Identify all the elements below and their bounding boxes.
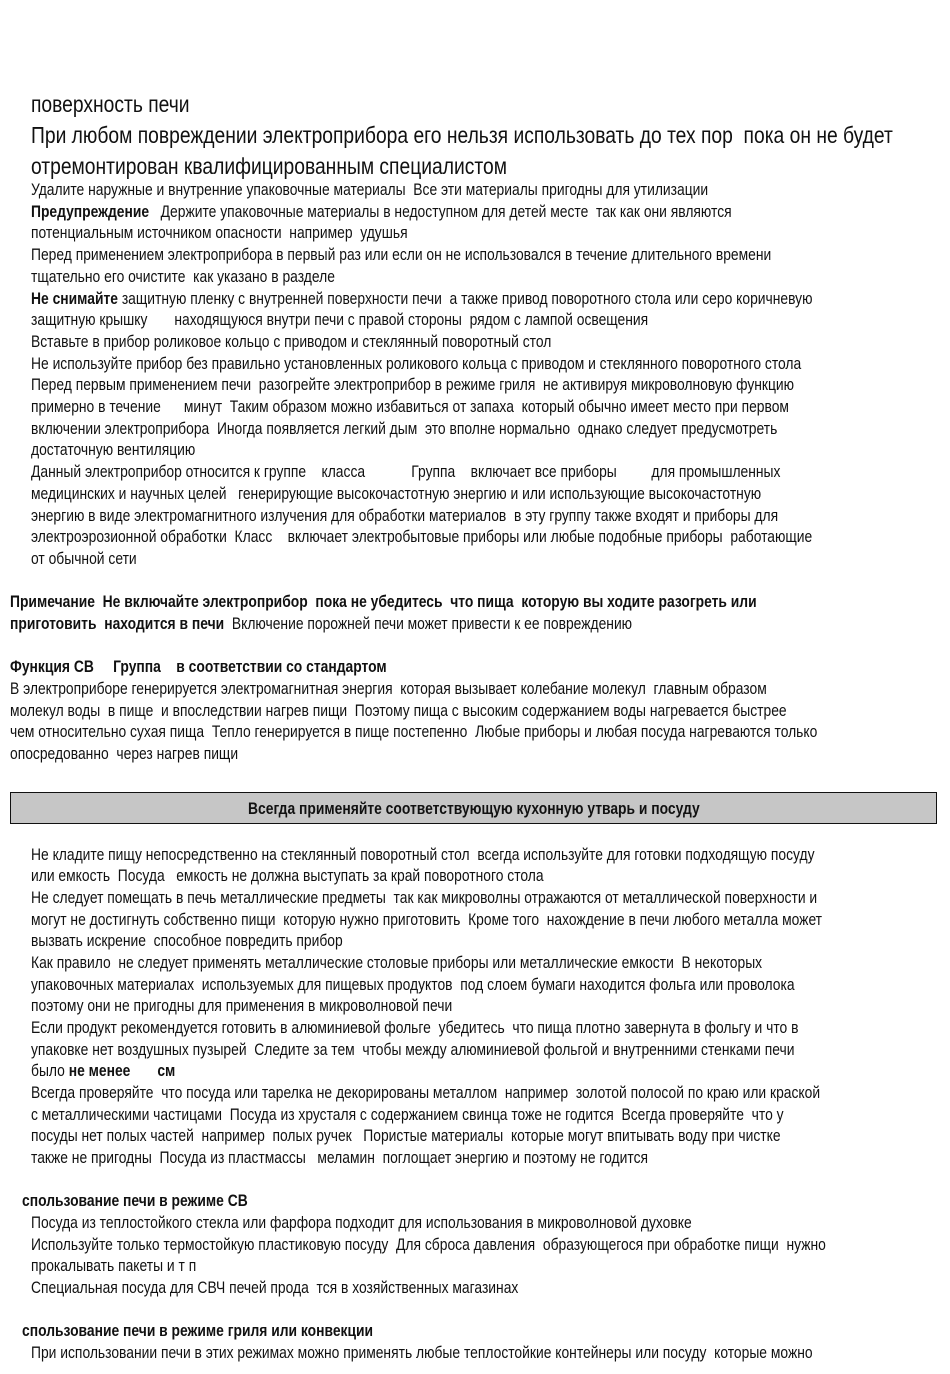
text-line: В электроприборе генерируется электромагнитная энергия которая вызывает колебание молекул главным образом	[10, 680, 767, 698]
text-line: Данный электроприбор относится к группе класса Группа включает все приборы для промышленных	[31, 463, 781, 481]
text-line: с металлическими частицами Посуда из хрусталя с содержанием свинца тоже не годится Всегда проверяйте что у	[31, 1106, 784, 1124]
text-line-large: поверхность печи	[31, 91, 190, 117]
text-line: Используйте только термостойкую пластиковую посуду Для сброса давления образующегося при обработке пищи нужно	[31, 1236, 826, 1254]
do-not-remove-label: Не снимайте	[31, 290, 118, 308]
text-line: молекул воды в пище и впоследствии нагрев пищи Поэтому пища с высоким содержанием воды нагревается быстрее	[10, 702, 787, 720]
text-line: Не снимайте защитную пленку с внутренней поверхности печи а также привод поворотного стола или серо коричневую	[31, 290, 813, 308]
text-line: упаковке нет воздушных пузырей Следите за тем чтобы между алюминиевой фольгой и внутренними стенками печи	[31, 1041, 795, 1059]
text-line: Удалите наружные и внутренние упаковочные материалы Все эти материалы пригодны для утилизации	[31, 181, 709, 199]
section-heading-mw-mode: спользование печи в режиме СВ	[22, 1192, 248, 1210]
text-line: Перед применением электроприбора в первый раз или если он не использовался в течение длительного времени	[31, 246, 772, 264]
text-line: достаточную вентиляцию	[31, 441, 196, 459]
text-line: Не используйте прибор без правильно установленных роликового кольца с приводом и стеклянного поворотного стола	[31, 355, 802, 373]
text-line: Не кладите пищу непосредственно на стеклянный поворотный стол всегда используйте для готовки подходящую посуду	[31, 846, 815, 864]
text-line: прокалывать пакеты и т п	[31, 1257, 197, 1275]
text-line: Предупреждение Держите упаковочные материалы в недоступном для детей месте так как они являются	[31, 203, 732, 221]
text-line: примерно в течение минут Таким образом можно избавиться от запаха который обычно имеет место при первом	[31, 398, 789, 416]
text-line: потенциальным источником опасности например удушья	[31, 224, 408, 242]
text-line: энергию в виде электромагнитного излучения для обработки материалов в эту группу также входят и приборы для	[31, 507, 779, 525]
text-line: Вставьте в прибор роликовое кольцо с приводом и стеклянный поворотный стол	[31, 333, 552, 351]
text-line: было не менее см	[31, 1062, 176, 1080]
note-line: Примечание Не включайте электроприбор пока не убедитесь что пища которую вы ходите разогреть или	[10, 593, 757, 611]
text-line: тщательно его очистите как указано в разделе	[31, 268, 335, 286]
text-line: Перед первым применением печи разогрейте электроприбор в режиме гриля не активируя микроволновую функцию	[31, 376, 795, 394]
warning-label: Предупреждение	[31, 203, 150, 221]
text-line: медицинских и научных целей генерирующие высокочастотную энергию и или использующие высокочастотную	[31, 485, 762, 503]
text-line: включении электроприбора Иногда появляется легкий дым это вполне нормально однако следует предусмотреть	[31, 420, 778, 438]
text-line: или емкость Посуда емкость не должна выступать за край поворотного стола	[31, 867, 544, 885]
text-line: чем относительно сухая пища Тепло генерируется в пище постепенно Любые приборы и любая посуда нагреваются только	[10, 723, 818, 741]
text-line: Посуда из теплостойкого стекла или фарфора подходит для использования в микроволновой духовке	[31, 1214, 692, 1232]
text-line: Не следует помещать в печь металлические предметы так как микроволны отражаются от металлической поверхности и	[31, 889, 818, 907]
text-line: посуды нет полых частей например полых ручек Пористые материалы которые могут впитывать воду при чистке	[31, 1127, 781, 1145]
text-line: При использовании печи в этих режимах можно применять любые теплостойкие контейнеры или посуду которые можно	[31, 1344, 813, 1362]
text-line: могут не достигнуть собственно пищи которую нужно приготовить Кроме того нахождение в печи любого металла может	[31, 911, 823, 929]
text-line-large: отремонтирован квалифицированным специалистом	[31, 153, 507, 179]
text-line: поэтому они не пригодны для применения в микроволновой печи	[31, 997, 453, 1015]
text-line: Всегда проверяйте что посуда или тарелка не декорированы металлом например золотой полосой по краю или краской	[31, 1084, 821, 1102]
section-heading-function: Функция СВ Группа в соответствии со стандартом	[10, 658, 387, 676]
text-line: Если продукт рекомендуется готовить в алюминиевой фольге убедитесь что пища плотно завернута в фольгу и что в	[31, 1019, 799, 1037]
text-line-large: При любом повреждении электроприбора его нельзя использовать до тех пор пока он не будет	[31, 122, 893, 148]
min-distance-label: не менее см	[68, 1062, 176, 1080]
text-line: опосредованно через нагрев пищи	[10, 745, 239, 763]
text-line: электроэрозионной обработки Класс включает электробытовые приборы или любые подобные приборы работающие	[31, 528, 813, 546]
section-heading-grill-mode: спользование печи в режиме гриля или конвекции	[22, 1322, 374, 1340]
cookware-heading: Всегда применяйте соответствующую кухонную утварь и посуду	[247, 800, 700, 818]
text-line: Как правило не следует применять металлические столовые приборы или металлические емкости В некоторых	[31, 954, 763, 972]
text-line: также не пригодны Посуда из пластмассы меламин поглощает энергию и поэтому не годится	[31, 1149, 649, 1167]
text-line: вызвать искрение способное повредить прибор	[31, 932, 343, 950]
text-line: Специальная посуда для СВЧ печей прода тся в хозяйственных магазинах	[31, 1279, 519, 1297]
text-line: от обычной сети	[31, 550, 137, 568]
cookware-heading-box	[10, 792, 937, 824]
note-line: приготовить находится в печи Включение порожней печи может привести к ее повреждению	[10, 615, 633, 633]
text-line: упаковочных материалах используемых для пищевых продуктов под слоем бумаги находится фольга или проволока	[31, 976, 795, 994]
text-line: защитную крышку находящуюся внутри печи с правой стороны рядом с лампой освещения	[31, 311, 649, 329]
